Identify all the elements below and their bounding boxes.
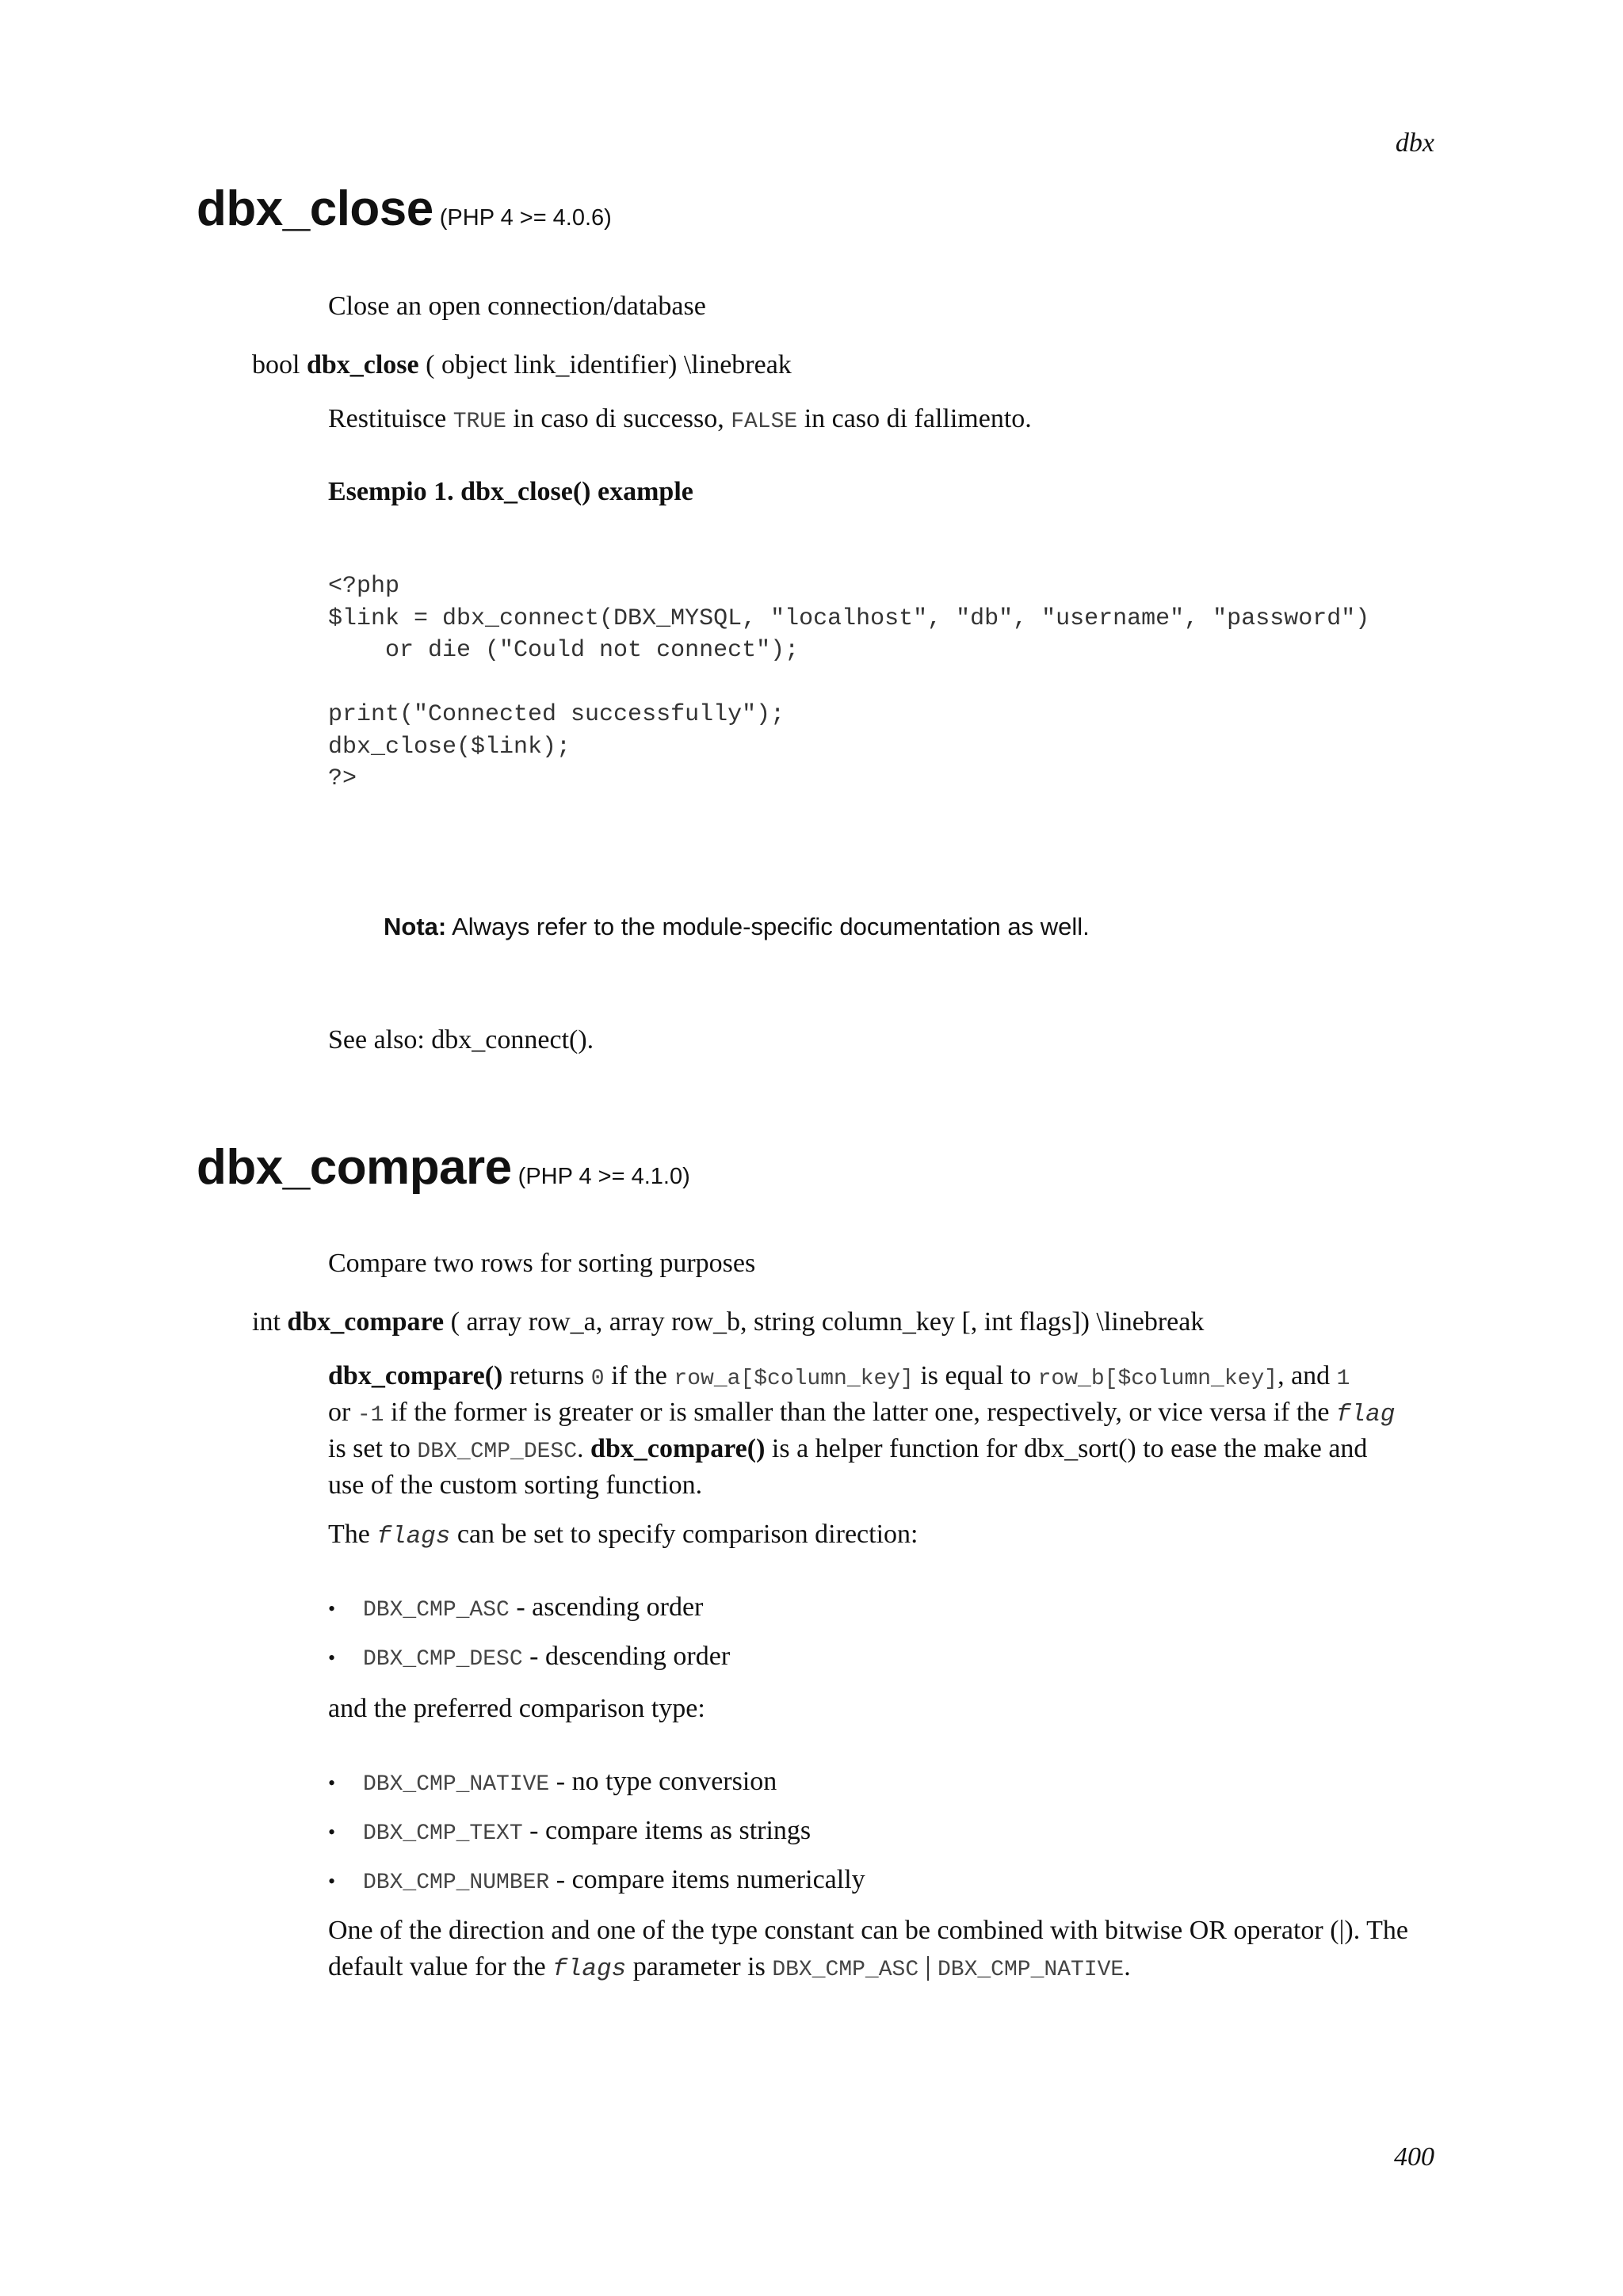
parameter: flags xyxy=(376,1523,451,1550)
page-number: 400 xyxy=(1394,2142,1434,2172)
description-line-3 xyxy=(328,1431,1430,1470)
text: . xyxy=(1124,1952,1131,1981)
parameter: flag xyxy=(1335,1401,1396,1428)
list-item xyxy=(328,1767,777,1797)
bullet-icon: • xyxy=(328,1821,336,1844)
text: . xyxy=(577,1434,591,1463)
text: is set to xyxy=(328,1434,418,1463)
bullet-icon: • xyxy=(328,1597,336,1620)
constant: DBX_CMP_DESC xyxy=(363,1647,523,1672)
running-header: dbx xyxy=(1395,128,1434,158)
function-synopsis xyxy=(252,350,792,380)
bullet-icon: • xyxy=(328,1870,336,1893)
text: returns xyxy=(502,1361,591,1390)
code-expression: row_b[$column_key] xyxy=(1037,1367,1278,1391)
function-purpose: Close an open connection/database xyxy=(328,292,706,321)
constant: DBX_CMP_ASC xyxy=(363,1598,510,1623)
constant: DBX_CMP_TEXT xyxy=(363,1821,523,1846)
text: use of the custom sorting function. xyxy=(328,1470,703,1500)
return-type: int xyxy=(252,1307,281,1337)
list-item xyxy=(328,1816,811,1846)
text: parameter is xyxy=(626,1952,773,1981)
description-line-2 xyxy=(328,1394,1430,1434)
text: or xyxy=(328,1398,357,1427)
function-ref: dbx_compare() xyxy=(590,1434,766,1463)
parameter: flags xyxy=(552,1955,627,1983)
function-title-dbx-close xyxy=(197,181,612,237)
constant: DBX_CMP_NATIVE xyxy=(937,1958,1125,1982)
list-item-desc: - compare items numerically xyxy=(549,1865,865,1894)
flags-intro xyxy=(328,1516,1430,1555)
text: if the xyxy=(604,1361,674,1390)
text: if the former is greater or is smaller than the latter one, respectively, or vice versa if the xyxy=(384,1398,1336,1427)
example-code: <?php $link = dbx_connect(DBX_MYSQL, "localhost", "db", "username", "password") or die ("Could not connect"); print("Connected successfully"); dbx_close($link); ?> xyxy=(328,573,1370,792)
synopsis-args: ( array row_a, array row_b, string column_key [, int flags]) \linebreak xyxy=(450,1307,1205,1337)
text: is equal to xyxy=(913,1361,1038,1390)
text: default value for the xyxy=(328,1952,553,1981)
list-item-desc: - no type conversion xyxy=(549,1767,777,1796)
function-synopsis xyxy=(252,1307,1204,1337)
text: Restituisce xyxy=(328,404,453,433)
constant: 0 xyxy=(590,1367,605,1391)
constant: -1 xyxy=(357,1403,384,1428)
text: One of the direction and one of the type constant can be combined with bitwise OR operator (|). The xyxy=(328,1916,1408,1945)
synopsis-function-name: dbx_close xyxy=(306,350,419,379)
function-ref: dbx_compare() xyxy=(328,1361,503,1390)
combine-line-2 xyxy=(328,1949,1430,1989)
synopsis-function-name: dbx_compare xyxy=(287,1307,445,1337)
list-item-desc: - ascending order xyxy=(509,1592,704,1622)
note-label: Nota: xyxy=(384,913,447,940)
synopsis-args: ( object link_identifier) \linebreak xyxy=(426,350,792,379)
bullet-icon: • xyxy=(328,1772,336,1794)
constant-false: FALSE xyxy=(731,410,798,434)
return-values xyxy=(328,401,1430,441)
list-item xyxy=(328,1592,703,1623)
description-line-4 xyxy=(328,1467,1430,1504)
combine-line-1 xyxy=(328,1913,1430,1949)
constant: DBX_CMP_NUMBER xyxy=(363,1871,550,1895)
constant: DBX_CMP_DESC xyxy=(417,1440,578,1464)
function-version: (PHP 4 >= 4.0.6) xyxy=(439,205,612,231)
description-line-1 xyxy=(328,1358,1430,1398)
function-name: dbx_close xyxy=(197,181,433,236)
type-intro: and the preferred comparison type: xyxy=(328,1694,705,1723)
see-also: See also: dbx_connect(). xyxy=(328,1025,594,1055)
bullet-icon: • xyxy=(328,1646,336,1669)
constant: DBX_CMP_NATIVE xyxy=(363,1772,550,1797)
function-purpose: Compare two rows for sorting purposes xyxy=(328,1249,756,1278)
text: is a helper function for dbx_sort() to ease the make and xyxy=(765,1434,1368,1463)
text: in caso di fallimento. xyxy=(797,404,1032,433)
note xyxy=(384,913,1090,941)
list-item xyxy=(328,1642,730,1672)
list-item xyxy=(328,1865,865,1895)
text: , and xyxy=(1277,1361,1337,1390)
code-expression: row_a[$column_key] xyxy=(674,1367,914,1391)
function-version: (PHP 4 >= 4.1.0) xyxy=(517,1164,690,1189)
constant: DBX_CMP_ASC xyxy=(772,1958,919,1982)
text: can be set to specify comparison direction: xyxy=(450,1520,918,1549)
text: in caso di successo, xyxy=(506,404,731,433)
return-type: bool xyxy=(252,350,300,379)
text: | xyxy=(918,1952,938,1981)
note-text: Always refer to the module-specific documentation as well. xyxy=(446,913,1090,940)
list-item-desc: - descending order xyxy=(522,1642,731,1671)
function-name: dbx_compare xyxy=(197,1140,512,1195)
text: The xyxy=(328,1520,377,1549)
function-title-dbx-compare xyxy=(197,1139,690,1196)
example-title: Esempio 1. dbx_close() example xyxy=(328,477,693,506)
constant: 1 xyxy=(1336,1367,1350,1391)
constant-true: TRUE xyxy=(453,410,506,434)
list-item-desc: - compare items as strings xyxy=(522,1816,812,1845)
